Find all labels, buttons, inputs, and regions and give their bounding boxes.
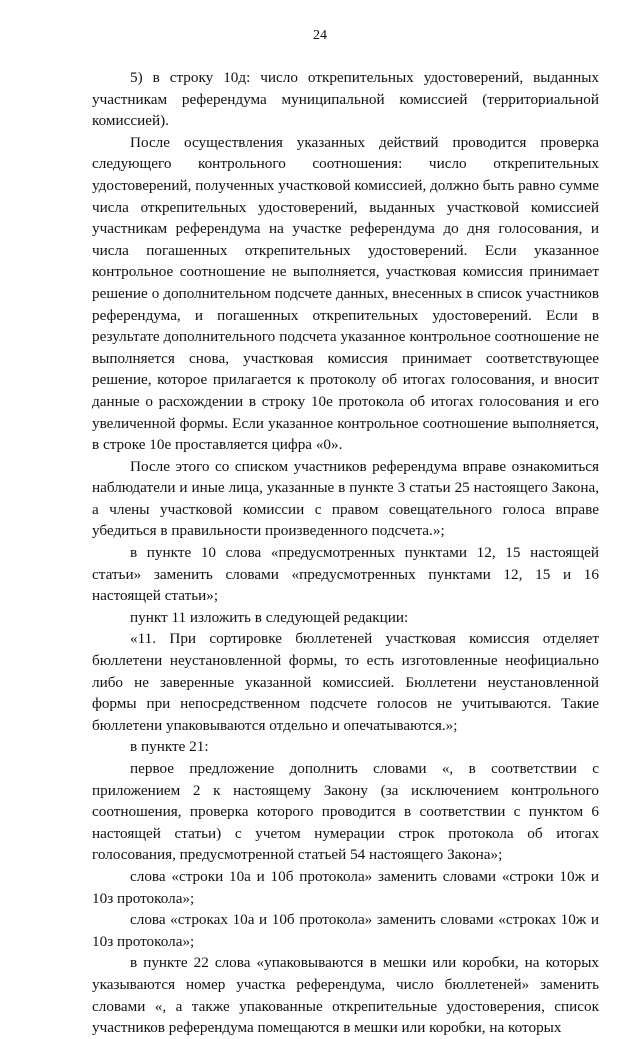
paragraph: После осуществления указанных действий проводится проверка следующего контрольного соотношения: число открепительных удостоверений, полученных участковой комиссией, должно быть равно сумме числа открепительных удостоверений, выданных участковой комиссией участникам референдума на участке референдума до дня голосования, и числа погашенных открепительных удостоверений. Если указанное контрольное соотношение не выполняется, участковая комиссия принимает решение о дополнительном подсчете данных, внесенных в список участников референдума, и погашенных открепительных удостоверений. Если в результате дополнительного подсчета указанное контрольное соотношение не выполняется снова, участковая комиссия принимает соответствующее решение, которое прилагается к протоколу об итогах голосования, и вносит данные о расхождении в строку 10е протокола об итогах голосования и его увеличенной формы. Если указанное контрольное соотношение выполняется, в строке 10е проставляется цифра «0». [92,133,599,454]
paragraph: в пункте 21: [130,738,209,756]
paragraph: пункт 11 изложить в следующей редакции: [130,608,409,626]
paragraph: в пункте 22 слова «упаковываются в мешки или коробки, на которых указываются номер участка референдума, число бюллетеней» заменить словами «, а также упакованные открепительные удостоверения, список участников референдума помещаются в мешки или коробки, на которых [92,954,599,1037]
body-text [92,67,599,1039]
paragraph: «11. При сортировке бюллетеней участковая комиссия отделяет бюллетени неустановленной формы, то есть изготовленные неофициально либо не заверенные указанной комиссией. Бюллетени неустановленной формы при непосредственном подсчете голосов не учитываются. Такие бюллетени упаковываются отдельно и опечатываются.»; [92,630,599,734]
paragraph: в пункте 10 слова «предусмотренных пунктами 12, 15 настоящей статьи» заменить словами «предусмотренных пунктами 12, 15 и 16 настоящей статьи»; [92,544,599,605]
paragraph: После этого со списком участников референдума вправе ознакомиться наблюдатели и иные лица, указанные в пункте 3 статьи 25 настоящего Закона, а члены участковой комиссии с правом совещательного голоса вправе убедиться в правильности произведенного подсчета.»; [92,457,599,540]
paragraph: первое предложение дополнить словами «, в соответствии с приложением 2 к настоящему Закону (за исключением контрольного соотношения, проверка которого проводится в соответствии с пунктом 6 настоящей статьи) с учетом нумерации строк протокола об итогах голосования, предусмотренной статьей 54 настоящего Закона»; [92,760,599,864]
paragraph: слова «строки 10а и 10б протокола» заменить словами «строки 10ж и 10з протокола»; [92,867,599,907]
paragraph: слова «строках 10а и 10б протокола» заменить словами «строках 10ж и 10з протокола»; [92,911,599,950]
paragraph: 5) в строку 10д: число открепительных удостоверений, выданных участникам референдума муниципальной комиссией (территориальной комиссией). [92,69,599,130]
page-number: 24 [313,28,327,43]
